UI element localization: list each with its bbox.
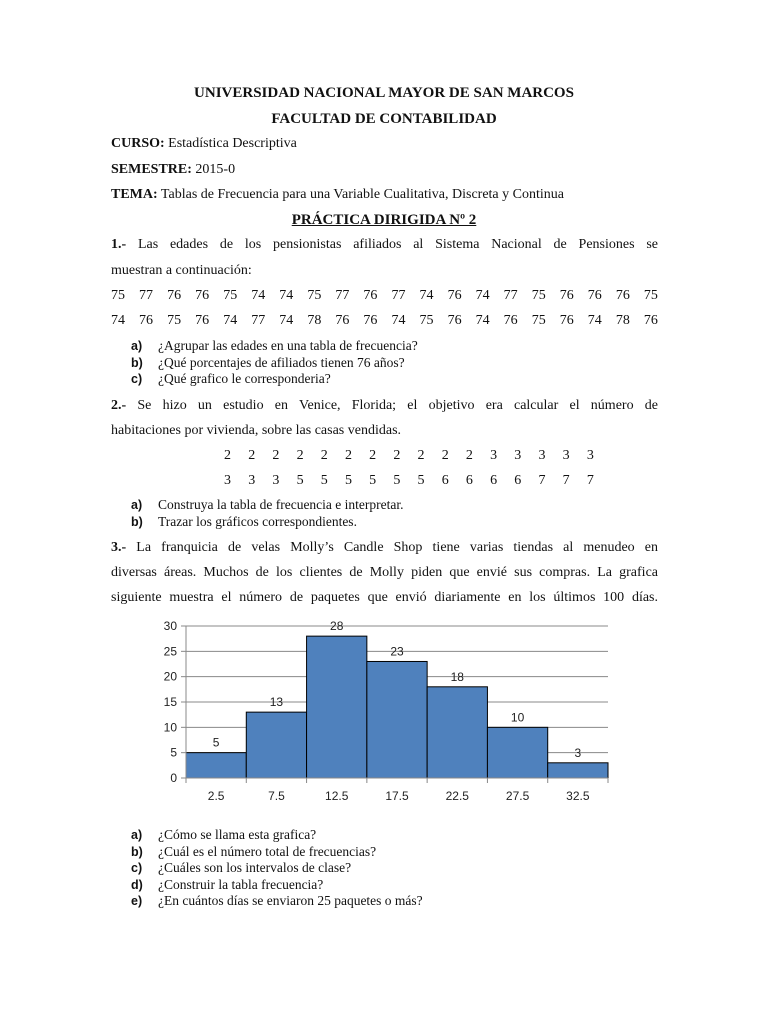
x-tick-label: 32.5 bbox=[566, 789, 590, 803]
question-text: ¿Qué porcentajes de afiliados tienen 76 años? bbox=[158, 354, 405, 370]
age-value: 76 bbox=[615, 288, 630, 303]
age-value: 75 bbox=[531, 313, 546, 328]
question-text: ¿En cuántos días se enviaron 25 paquetes o más? bbox=[158, 893, 423, 908]
histogram-bar bbox=[246, 712, 306, 778]
topic-label: TEMA: bbox=[111, 187, 158, 202]
rooms-value: 7 bbox=[538, 473, 546, 488]
rooms-value: 2 bbox=[441, 448, 449, 463]
question-label: a) bbox=[131, 339, 143, 353]
rooms-value: 3 bbox=[490, 448, 498, 463]
question-label: b) bbox=[131, 514, 143, 529]
rooms-value: 5 bbox=[417, 473, 425, 488]
rooms-value: 2 bbox=[296, 448, 304, 463]
rooms-value: 6 bbox=[441, 473, 449, 488]
age-value: 76 bbox=[447, 288, 462, 303]
y-tick-label: 15 bbox=[163, 695, 177, 709]
age-value: 77 bbox=[503, 288, 518, 303]
problem3-number: 3.- bbox=[111, 540, 127, 555]
age-value: 74 bbox=[391, 313, 406, 328]
age-value: 75 bbox=[531, 288, 546, 303]
question-label: a) bbox=[131, 498, 143, 512]
y-tick-label: 5 bbox=[170, 745, 177, 760]
rooms-value: 2 bbox=[272, 448, 280, 463]
x-tick-label: 12.5 bbox=[325, 789, 349, 803]
age-value: 77 bbox=[335, 288, 350, 303]
rooms-value: 7 bbox=[586, 473, 594, 488]
y-tick-label: 25 bbox=[163, 644, 177, 659]
age-value: 74 bbox=[587, 313, 602, 328]
problem3-text1: La franquicia de velas Molly’s Candle Shop tiene varias tiendas al menudeo en bbox=[136, 540, 659, 555]
histogram-bar bbox=[548, 763, 608, 778]
age-value: 74 bbox=[475, 313, 490, 328]
problem1-text1: Las edades de los pensionistas afiliados al Sistema Nacional de Pensiones se bbox=[137, 237, 658, 252]
bar-data-label: 5 bbox=[212, 735, 220, 750]
x-tick-label: 27.5 bbox=[505, 789, 530, 803]
age-value: 75 bbox=[419, 313, 434, 328]
rooms-value: 2 bbox=[465, 448, 473, 463]
question-text: Construya la tabla de frecuencia e interpretar. bbox=[158, 497, 404, 512]
faculty-title: FACULTAD DE CONTABILIDAD bbox=[271, 111, 497, 127]
rooms-value: 2 bbox=[320, 448, 328, 463]
university-title: UNIVERSIDAD NACIONAL MAYOR DE SAN MARCOS bbox=[194, 85, 574, 101]
y-tick-label: 30 bbox=[163, 619, 177, 633]
question-text: Trazar los gráficos correspondientes. bbox=[158, 513, 357, 529]
rooms-value: 3 bbox=[248, 473, 256, 488]
age-value: 75 bbox=[167, 313, 182, 328]
question-item bbox=[131, 860, 351, 876]
question-text: ¿Qué grafico le corresponderia? bbox=[158, 371, 331, 386]
question-label: d) bbox=[131, 877, 143, 892]
age-value: 76 bbox=[559, 288, 574, 303]
question-label: b) bbox=[131, 355, 143, 370]
rooms-value: 5 bbox=[296, 473, 304, 488]
question-text: ¿Cuáles son los intervalos de clase? bbox=[158, 860, 352, 875]
problem2-text1: Se hizo un estudio en Venice, Florida; el objetivo era calcular el número de bbox=[137, 398, 659, 413]
question-text: ¿Agrupar las edades en una tabla de frecuencia? bbox=[158, 338, 418, 353]
rooms-value: 3 bbox=[272, 473, 280, 488]
problem3-line2: diversas áreas. Muchos de los clientes de Molly piden que envié sus compras. La grafica bbox=[111, 565, 658, 580]
question-text: ¿Construir la tabla frecuencia? bbox=[158, 876, 324, 892]
course-label: CURSO: bbox=[111, 136, 165, 151]
question-item bbox=[131, 893, 423, 909]
age-value: 76 bbox=[447, 313, 462, 328]
semester-label: SEMESTRE: bbox=[111, 162, 192, 177]
x-tick-label: 2.5 bbox=[207, 789, 225, 803]
bar-data-label: 18 bbox=[450, 669, 464, 684]
age-value: 75 bbox=[643, 288, 658, 303]
question-label: c) bbox=[131, 861, 143, 875]
age-value: 76 bbox=[643, 313, 658, 328]
histogram-bar bbox=[186, 753, 246, 778]
age-value: 74 bbox=[279, 288, 294, 303]
y-tick-label: 0 bbox=[170, 771, 177, 785]
age-value: 78 bbox=[615, 313, 630, 328]
question-label: e) bbox=[131, 894, 143, 908]
rooms-value: 7 bbox=[562, 473, 570, 488]
topic-value: Tablas de Frecuencia para una Variable Cualitativa, Discreta y Continua bbox=[160, 187, 564, 202]
age-value: 76 bbox=[363, 288, 378, 303]
rooms-value: 6 bbox=[465, 473, 473, 488]
age-value: 74 bbox=[419, 288, 434, 303]
rooms-value: 2 bbox=[344, 448, 352, 463]
semester-value: 2015-0 bbox=[195, 162, 236, 177]
rooms-value: 3 bbox=[562, 448, 570, 463]
rooms-value: 2 bbox=[393, 448, 401, 463]
y-tick-label: 20 bbox=[163, 669, 177, 684]
age-value: 74 bbox=[279, 313, 294, 328]
x-tick-label: 17.5 bbox=[385, 789, 409, 803]
rooms-value: 2 bbox=[248, 448, 256, 463]
rooms-value: 3 bbox=[538, 448, 546, 463]
question-label: c) bbox=[131, 372, 143, 386]
rooms-value: 5 bbox=[393, 473, 401, 488]
age-value: 77 bbox=[391, 288, 406, 303]
rooms-value: 3 bbox=[224, 473, 231, 488]
question-text: ¿Cuál es el número total de frecuencias? bbox=[158, 843, 377, 859]
y-tick-label: 10 bbox=[163, 720, 177, 735]
question-item bbox=[131, 827, 316, 843]
rooms-value: 5 bbox=[320, 473, 328, 488]
rooms-value: 2 bbox=[224, 448, 231, 463]
age-value: 76 bbox=[363, 313, 378, 328]
bar-data-label: 23 bbox=[390, 644, 404, 659]
age-value: 74 bbox=[223, 313, 238, 328]
question-label: a) bbox=[131, 828, 143, 842]
question-item bbox=[131, 877, 323, 893]
age-value: 76 bbox=[139, 313, 154, 328]
age-value: 76 bbox=[167, 288, 182, 303]
rooms-value: 5 bbox=[369, 473, 377, 488]
age-value: 76 bbox=[195, 313, 210, 328]
age-value: 74 bbox=[475, 288, 490, 303]
rooms-value: 5 bbox=[344, 473, 352, 488]
age-value: 76 bbox=[587, 288, 602, 303]
age-value: 76 bbox=[559, 313, 574, 328]
problem2-line2: habitaciones por vivienda, sobre las casas vendidas. bbox=[111, 423, 402, 438]
age-value: 75 bbox=[223, 288, 238, 303]
question-label: b) bbox=[131, 844, 143, 859]
rooms-value: 3 bbox=[586, 448, 594, 463]
question-text: ¿Cómo se llama esta grafica? bbox=[158, 827, 317, 842]
histogram-bar bbox=[367, 661, 427, 778]
age-value: 76 bbox=[503, 313, 518, 328]
x-tick-label: 7.5 bbox=[268, 789, 285, 803]
practice-title: PRÁCTICA DIRIGIDA Nº 2 bbox=[291, 212, 477, 228]
problem2-number: 2.- bbox=[111, 398, 127, 413]
question-item bbox=[131, 844, 376, 860]
age-value: 75 bbox=[307, 288, 322, 303]
bar-data-label: 3 bbox=[574, 745, 582, 760]
problem1-line2: muestran a continuación: bbox=[111, 263, 252, 278]
rooms-value: 2 bbox=[369, 448, 377, 463]
rooms-value: 6 bbox=[514, 473, 522, 488]
bar-data-label: 28 bbox=[330, 619, 344, 634]
bar-data-label: 10 bbox=[510, 710, 525, 725]
rooms-value: 2 bbox=[417, 448, 425, 463]
age-value: 74 bbox=[251, 288, 266, 303]
histogram-bar bbox=[487, 727, 547, 778]
problem1-number: 1.- bbox=[111, 237, 127, 252]
x-tick-label: 22.5 bbox=[445, 789, 469, 803]
rooms-value: 6 bbox=[490, 473, 498, 488]
problem3-line3: siguiente muestra el número de paquetes que envió diariamente en los últimos 100 días. bbox=[111, 590, 658, 605]
age-value: 74 bbox=[111, 313, 125, 328]
course-value: Estadística Descriptiva bbox=[168, 136, 297, 151]
histogram-bar bbox=[427, 687, 487, 778]
age-value: 78 bbox=[307, 313, 322, 328]
age-value: 77 bbox=[251, 313, 266, 328]
bar-data-label: 13 bbox=[269, 695, 284, 710]
rooms-value: 3 bbox=[514, 448, 522, 463]
age-value: 76 bbox=[335, 313, 350, 328]
age-value: 77 bbox=[139, 288, 154, 303]
age-value: 75 bbox=[111, 288, 125, 303]
age-value: 76 bbox=[195, 288, 210, 303]
histogram-bar bbox=[307, 636, 367, 778]
